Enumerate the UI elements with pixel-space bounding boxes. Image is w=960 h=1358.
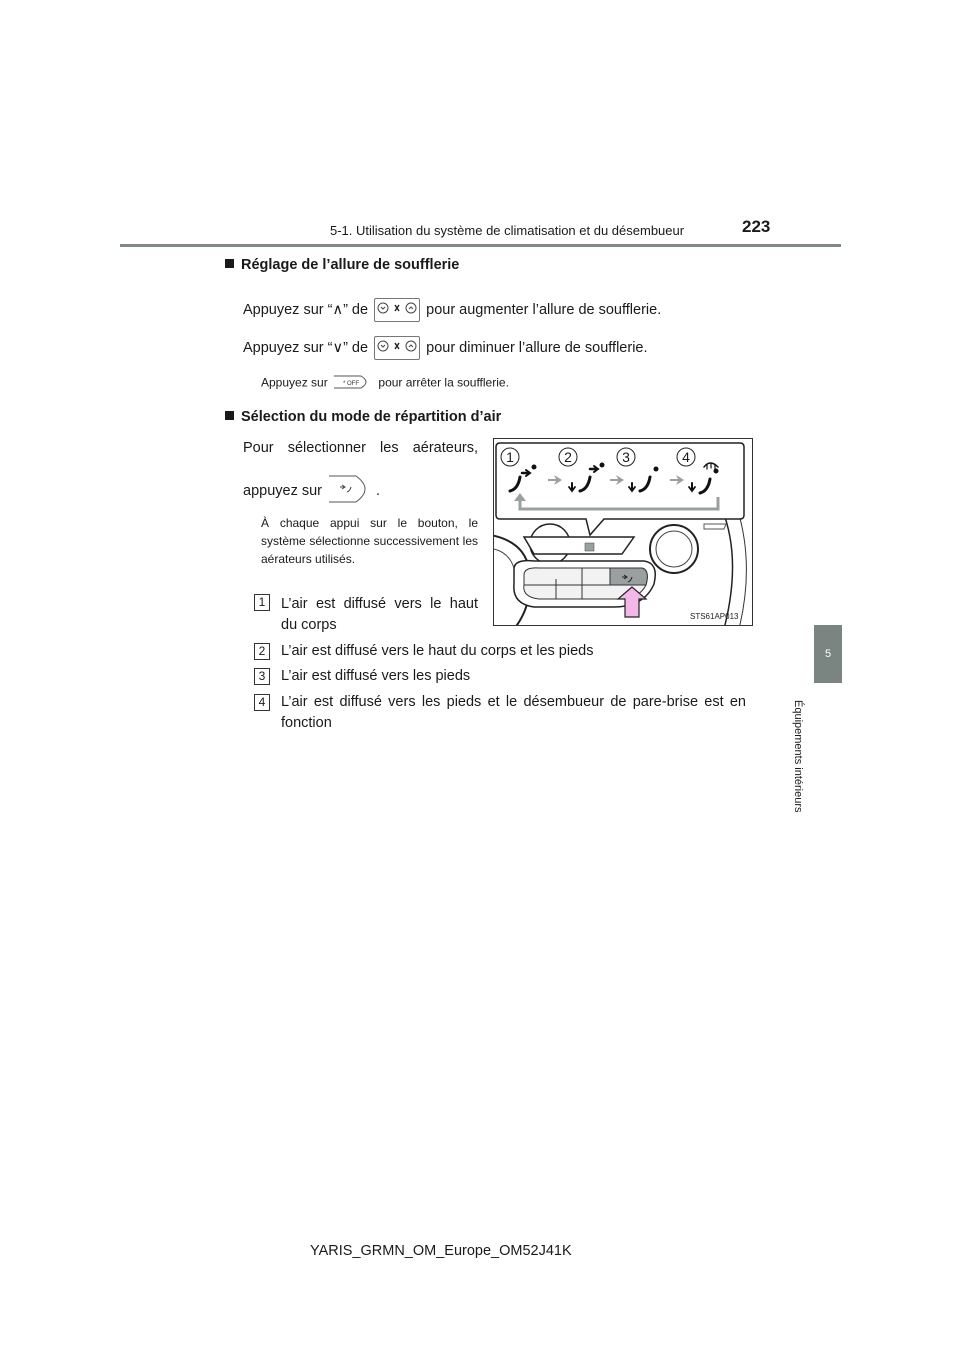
item-number: 1 bbox=[254, 594, 270, 611]
mode-number-1: 1 bbox=[506, 449, 514, 465]
square-bullet-icon bbox=[225, 259, 234, 268]
item-text: L’air est diffusé vers les pieds et le désembueur de pare-brise est en bbox=[281, 694, 746, 710]
list-item: L’air est diffusé vers le haut du corps et les pieds bbox=[281, 643, 594, 659]
fan-speed-button-icon bbox=[374, 336, 420, 360]
mode-number-2: 2 bbox=[564, 449, 572, 465]
fan-increase-before: Appuyez sur “∧” de bbox=[243, 301, 369, 318]
fan-off-button-icon bbox=[333, 374, 373, 393]
fan-decrease-line bbox=[243, 336, 648, 360]
air-note: À chaque appui sur le bouton, le système sélectionne successivement les aérateurs utilisés. bbox=[261, 516, 478, 566]
air-intro-before: appuyez sur bbox=[243, 482, 322, 499]
header-rule bbox=[120, 244, 841, 247]
square-bullet-icon bbox=[225, 411, 234, 420]
page-number: 223 bbox=[742, 217, 771, 236]
fan-increase-line bbox=[243, 298, 661, 322]
document-code: YARIS_GRMN_OM_Europe_OM52J41K bbox=[310, 1243, 572, 1259]
air-intro-line1: Pour sélectionner les aérateurs, bbox=[243, 440, 478, 456]
svg-text:* OFF: * OFF bbox=[343, 381, 360, 387]
air-intro-line2 bbox=[243, 474, 380, 508]
air-mode-figure bbox=[493, 438, 753, 626]
list-item bbox=[281, 692, 746, 734]
fan-decrease-before: Appuyez sur “∨” de bbox=[243, 339, 369, 356]
fan-speed-button-icon bbox=[374, 298, 420, 322]
fan-off-after: pour arrêter la soufflerie. bbox=[378, 375, 509, 390]
item-text: L’air est diffusé vers le haut bbox=[281, 596, 478, 612]
fan-off-note bbox=[261, 374, 509, 393]
air-mode-illustration bbox=[494, 439, 752, 625]
heading-air-distribution bbox=[225, 409, 501, 425]
item-number: 4 bbox=[254, 694, 270, 711]
fan-decrease-after: pour diminuer l’allure de soufflerie. bbox=[426, 339, 648, 356]
list-item: L’air est diffusé vers les pieds bbox=[281, 668, 471, 684]
air-mode-button-icon bbox=[328, 474, 374, 508]
heading-fan-speed-text: Réglage de l’allure de soufflerie bbox=[241, 257, 460, 273]
item-text-continued: fonction bbox=[281, 715, 332, 731]
chapter-label-text: Équipements intérieurs bbox=[792, 700, 804, 813]
figure-code: STS61AP013 bbox=[690, 612, 739, 621]
air-intro-after: . bbox=[376, 482, 381, 499]
mode-number-4: 4 bbox=[682, 449, 690, 465]
fan-increase-after: pour augmenter l’allure de soufflerie. bbox=[426, 301, 662, 318]
item-number: 3 bbox=[254, 668, 270, 685]
chapter-tab: 5 bbox=[814, 625, 842, 683]
item-number: 2 bbox=[254, 643, 270, 660]
list-item bbox=[281, 594, 478, 636]
heading-fan-speed bbox=[225, 257, 459, 273]
item-text-continued: du corps bbox=[281, 617, 337, 633]
fan-off-before: Appuyez sur bbox=[261, 375, 328, 390]
mode-number-3: 3 bbox=[622, 449, 630, 465]
section-title: 5-1. Utilisation du système de climatisation et du désembueur bbox=[330, 223, 685, 238]
chapter-label bbox=[788, 700, 808, 830]
heading-air-distribution-text: Sélection du mode de répartition d’air bbox=[241, 409, 502, 425]
